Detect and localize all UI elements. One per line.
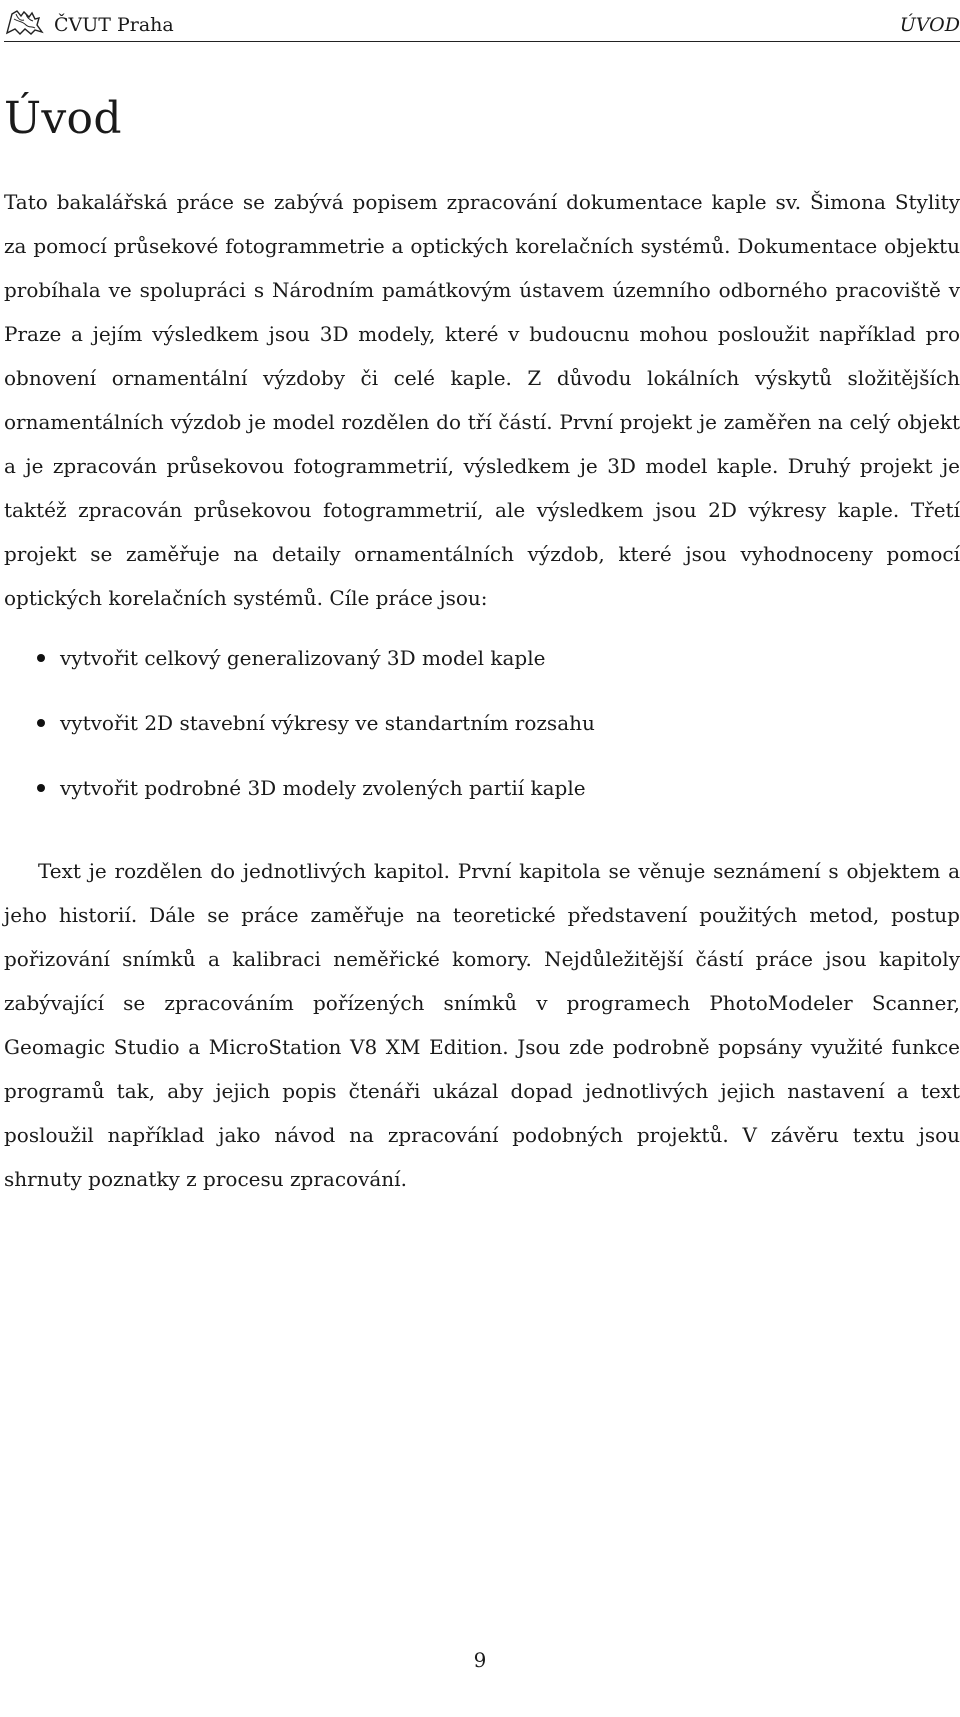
bullet-icon xyxy=(37,719,45,727)
goal-list-item xyxy=(4,766,960,831)
bullet-icon xyxy=(37,654,45,662)
goal-list-item xyxy=(4,636,960,701)
header-chapter: ÚVOD xyxy=(899,14,960,36)
goal-text: vytvořit celkový generalizovaný 3D model kaple xyxy=(60,646,546,670)
page-number: 9 xyxy=(473,1648,487,1672)
header-institution: ČVUT Praha xyxy=(54,14,174,36)
goal-text: vytvořit podrobné 3D modely zvolených partií kaple xyxy=(60,776,586,800)
chapter-content xyxy=(4,180,960,1201)
lion-crest-icon xyxy=(4,8,46,36)
intro-paragraph: Tato bakalářská práce se zabývá popisem zpracování dokumentace kaple sv. Šimona Stylity za pomocí průsekové fotogrammetrie a optických korelačních systémů. Dokumentace objektu probíhala ve spolupráci s Národním památkovým ústavem územního odborného pracoviště v Praze a jejím výsledkem jsou 3D modely, které v budoucnu mohou posloužit například pro obnovení ornamentální výzdoby či celé kaple. Z důvodu lokálních výskytů složitějších ornamentálních výzdob je model rozdělen do tří částí. První projekt je zaměřen na celý objekt a je zpracován průsekovou fotogrammetrií, výsledkem je 3D model kaple. Druhý projekt je taktéž zpracován průsekovou fotogrammetrií, ale výsledkem jsou 2D výkresy kaple. Třetí projekt se zaměřuje na detaily ornamentálních výzdob, které jsou vyhodnoceny pomocí optických korelačních systémů. Cíle práce jsou: xyxy=(4,190,960,610)
running-header xyxy=(4,8,960,42)
goal-list-item xyxy=(4,701,960,766)
bullet-icon xyxy=(37,784,45,792)
chapter-title: Úvod xyxy=(4,93,122,144)
goal-text: vytvořit 2D stavební výkresy ve standartním rozsahu xyxy=(60,711,595,735)
goals-list xyxy=(4,636,960,831)
structure-paragraph: Text je rozdělen do jednotlivých kapitol. První kapitola se věnuje seznámení s objektem a jeho historií. Dále se práce zaměřuje na teoretické představení použitých metod, postup pořizování snímků a kalibraci neměřické komory. Nejdůležitější částí práce jsou kapitoly zabývající se zpracováním pořízených snímků v programech PhotoModeler Scanner, Geomagic Studio a MicroStation V8 XM Edition. Jsou zde podrobně popsány využité funkce programů tak, aby jejich popis čtenáři ukázal dopad jednotlivých jejich nastavení a text posloužil například jako návod na zpracování podobných projektů. V závěru textu jsou shrnuty poznatky z procesu zpracování. xyxy=(4,859,960,1191)
